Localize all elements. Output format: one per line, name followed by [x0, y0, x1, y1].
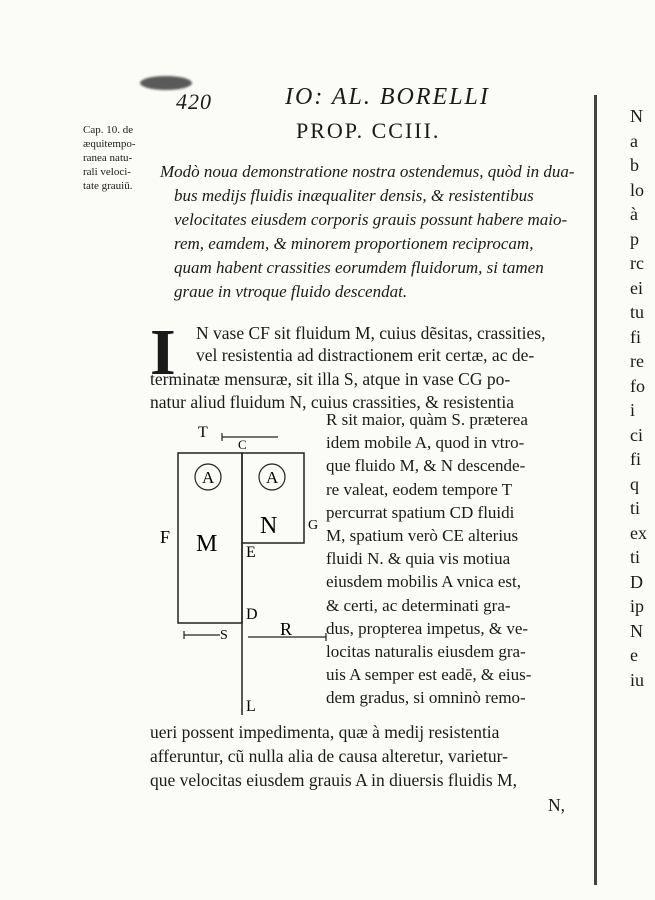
label-g: G [308, 518, 319, 533]
body-line: idem mobile A, quod in vtro- [326, 433, 525, 453]
fragment-line: b [630, 155, 639, 175]
fragment-line: tu [630, 302, 645, 322]
body-line: R sit maior, quàm S. præterea [326, 410, 528, 429]
running-title: IO: AL. BORELLI [285, 84, 490, 110]
label-e: E [246, 544, 256, 561]
fragment-line: ei [630, 277, 643, 298]
fragment-line: ti [630, 547, 641, 567]
enunciation-line: bus medijs fluidis inæqualiter densis, & resistentibus [174, 186, 534, 205]
label-r: R [280, 619, 293, 639]
page-number: 420 [176, 89, 212, 114]
fragment-line: ti [630, 498, 641, 518]
body-line: ueri possent impedimenta, quæ à medij resistentia [150, 722, 500, 742]
fragment-line: ip [630, 596, 645, 616]
label-m: M [196, 531, 218, 557]
fragment-line: lo [630, 179, 645, 200]
margin-note-line: æquitempo- [83, 138, 136, 150]
fragment-line: fo [630, 375, 645, 396]
fragment-line: rc [630, 253, 644, 273]
label-f: F [160, 527, 171, 547]
fragment-line: fi [630, 449, 641, 469]
body-line: vel resistentia ad distractionem erit certæ, ac de- [196, 345, 535, 365]
fragment-line: i [630, 400, 636, 420]
enunciation-line: graue in vtroque fluido descendat. [174, 282, 408, 301]
fragment-line: N [630, 620, 643, 641]
fragment-line: e [630, 645, 638, 665]
enunciation [160, 160, 590, 304]
margin-note-line: Cap. 10. de [83, 124, 134, 136]
figure-diagram [150, 425, 330, 725]
fragment-line: D [630, 571, 643, 592]
fragment-line: q [630, 473, 639, 494]
fragment-line: à [630, 204, 638, 224]
fragment-line: re [630, 351, 644, 371]
fragment-line: ex [630, 522, 647, 543]
body-line: re valeat, eodem tempore T [326, 479, 513, 499]
enunciation-line: quam habent crassities eorumdem fluidorum, si tamen [174, 258, 544, 277]
margin-note-line: tate grauiū. [83, 180, 133, 192]
fragment-line: fi [630, 326, 641, 347]
right-column-text [326, 408, 594, 710]
body-line: dem gradus, si omninò remo- [326, 688, 526, 708]
label-d: D [246, 606, 258, 623]
body-line: uis A semper est eadē, & eius- [326, 665, 532, 685]
ink-blot [140, 76, 192, 90]
body-line: fluidi N. & quia vis motiua [326, 549, 511, 569]
margin-note-line: rali veloci- [83, 166, 131, 178]
body-line: M, spatium verò CE alterius [326, 526, 519, 546]
body-line: locitas naturalis eiusdem gra- [326, 642, 526, 662]
fragment-line: p [630, 228, 639, 249]
page-gutter [594, 95, 597, 885]
drop-cap: I [150, 316, 176, 389]
body-line: afferuntur, cũ nulla alia de causa alteretur, varietur- [150, 746, 508, 766]
enunciation-line: velocitates eiusdem corporis grauis possunt habere maio- [174, 210, 568, 229]
catchword: N, [548, 795, 566, 815]
margin-note-line: ranea natu- [83, 152, 133, 164]
fragment-line: iu [630, 669, 645, 690]
fragment-line: N [630, 106, 643, 126]
body-line: percurrat spatium CD fluidi [326, 502, 515, 522]
body-line: & certi, ac determinati gra- [326, 595, 511, 615]
fragment-line: a [630, 130, 638, 151]
bottom-text [150, 720, 517, 792]
label-a: A [266, 468, 279, 487]
label-c: C [238, 437, 247, 452]
margin-note [83, 123, 163, 193]
body-line: terminatæ mensuræ, sit illa S, atque in vase CG po- [150, 369, 511, 389]
body-line: natur aliud fluidum N, cuius crassities, & resistentia [150, 392, 515, 412]
label-n: N [260, 513, 278, 539]
body-line: dus, propterea impetus, & ve- [326, 618, 529, 638]
label-l: L [246, 698, 256, 715]
proposition-heading: PROP. CCIII. [296, 118, 441, 143]
body-line: N vase CF sit fluidum M, cuius dẽsitas, crassities, [196, 323, 546, 343]
enunciation-line: rem, eamdem, & minorem proportionem reciprocam, [174, 234, 534, 253]
label-t: T [198, 425, 208, 441]
label-s: S [220, 628, 228, 643]
next-page-fragment [630, 104, 647, 692]
label-a: A [202, 468, 215, 487]
fragment-line: ci [630, 424, 643, 445]
enunciation-line: Modò noua demonstratione nostra ostendemus, quòd in dua- [160, 162, 575, 181]
body-line: eiusdem mobilis A vnica est, [326, 572, 522, 592]
body-line: que fluido M, & N descende- [326, 456, 526, 476]
body-line: que velocitas eiusdem grauis A in diuersis fluidis M, [150, 770, 517, 790]
